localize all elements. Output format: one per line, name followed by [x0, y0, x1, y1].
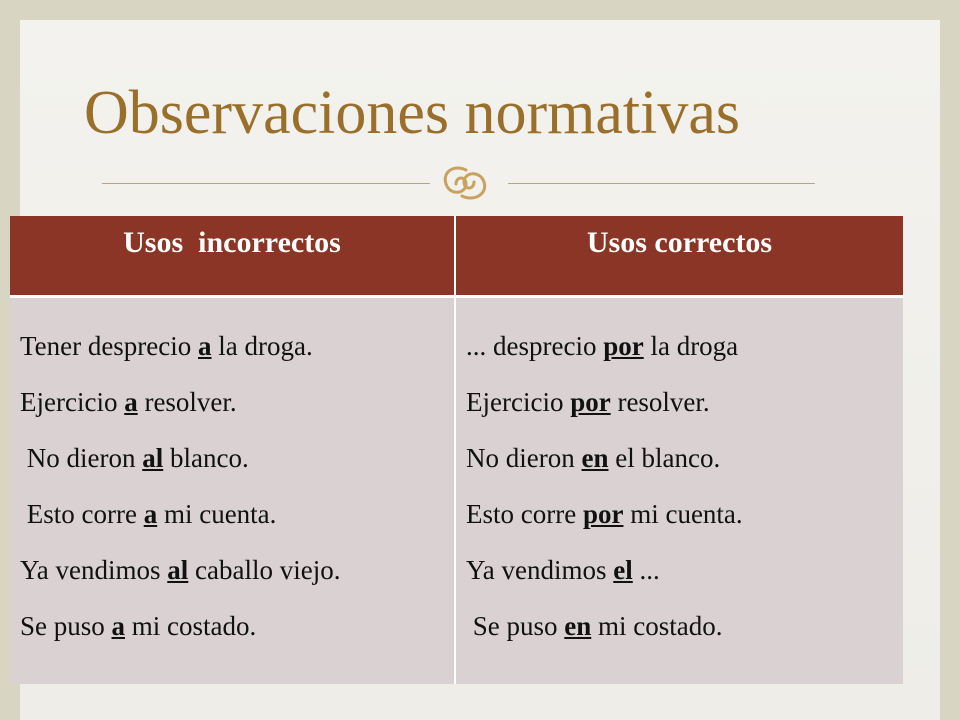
incorrect-example: Esto corre a mi cuenta. — [20, 498, 277, 529]
incorrect-example: Ejercicio a resolver. — [20, 386, 237, 417]
incorrect-example: Tener desprecio a la droga. — [20, 330, 313, 361]
correct-example: Ya vendimos el ... — [466, 554, 660, 585]
correct-example: ... desprecio por la droga — [466, 330, 739, 361]
usage-table — [10, 216, 903, 684]
title-divider-right — [508, 183, 815, 184]
fleuron-ornament-icon — [432, 162, 496, 204]
incorrect-example: No dieron al blanco. — [20, 442, 249, 473]
header-correct: Usos correctos — [455, 216, 903, 296]
correct-example: No dieron en el blanco. — [466, 442, 721, 473]
slide-title: Observaciones normativas — [84, 79, 740, 147]
header-incorrect: Usos incorrectos — [10, 216, 455, 296]
incorrect-column — [10, 296, 455, 684]
correct-example: Ejercicio por resolver. — [466, 386, 710, 417]
incorrect-example: Ya vendimos al caballo viejo. — [20, 554, 341, 585]
title-divider-left — [102, 183, 430, 184]
correct-example: Esto corre por mi cuenta. — [466, 498, 743, 529]
correct-example: Se puso en mi costado. — [466, 610, 723, 641]
correct-column — [455, 296, 903, 684]
incorrect-example: Se puso a mi costado. — [20, 610, 257, 641]
